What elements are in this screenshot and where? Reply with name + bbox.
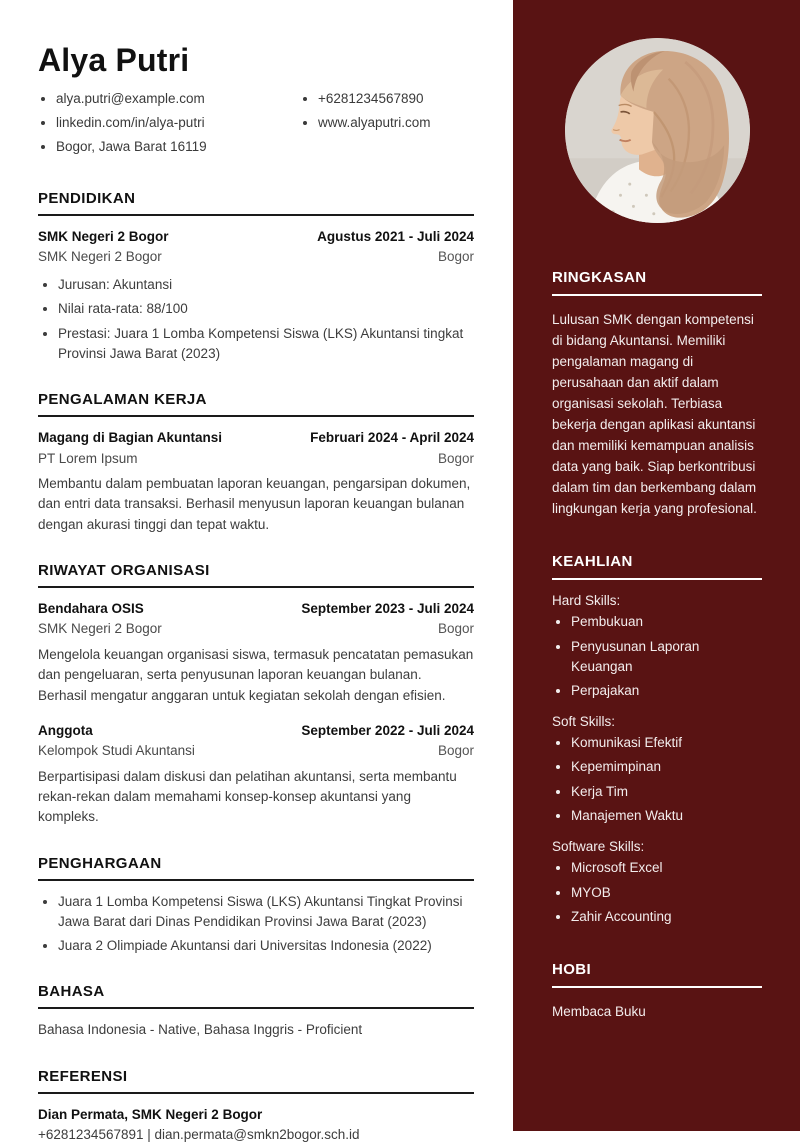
award-item: • Juara 1 Lomba Kompetensi Siswa (LKS) Akuntansi Tingkat Provinsi Jawa Barat dari Dinas Pendidikan Provinsi Jawa Barat (2023) — [58, 892, 474, 933]
entry-location: Bogor — [437, 743, 474, 759]
keahlian-title: KEAHLIAN — [552, 553, 762, 580]
entry-subtitle: SMK Negeri 2 Bogor — [38, 249, 162, 265]
organisasi-title: RIWAYAT ORGANISASI — [38, 562, 474, 588]
bullet-item: • Nilai rata-rata: 88/100 — [58, 299, 474, 319]
entry-date: September 2023 - Juli 2024 — [301, 600, 474, 616]
referensi-title: REFERENSI — [38, 1068, 474, 1094]
software-skills-label: Software Skills: — [552, 838, 645, 854]
entry-title: Anggota — [38, 722, 93, 738]
section-referensi — [38, 1068, 474, 1145]
sidebar-section-ringkasan — [552, 269, 762, 519]
entry-location: Bogor — [437, 621, 474, 637]
entry-date: September 2022 - Juli 2024 — [301, 722, 474, 738]
reference-contact: +6281234567891 | dian.permata@smkn2bogor.sch.id — [38, 1126, 360, 1142]
entry-location: Bogor — [437, 249, 474, 265]
organization-entry — [38, 599, 474, 706]
entry-description: Mengelola keuangan organisasi siswa, termasuk pencatatan pemasukan dan pengeluaran, serta penyusunan laporan keuangan bulanan. Berhasil mengatur anggaran untuk kegiatan sekolah dengan efisien. — [38, 647, 474, 703]
hard-skills-label: Hard Skills: — [552, 593, 621, 609]
work-entry — [38, 428, 474, 535]
sidebar — [513, 0, 800, 1131]
entry-date: Februari 2024 - April 2024 — [310, 430, 474, 446]
section-penghargaan — [38, 855, 474, 957]
profile-photo-illustration — [565, 38, 750, 223]
education-bullets — [38, 275, 474, 364]
entry-title: Magang di Bagian Akuntansi — [38, 430, 223, 446]
contact-info — [38, 89, 474, 161]
section-pendidikan — [38, 190, 474, 364]
page-title-name: Alya Putri — [38, 42, 190, 78]
skill-item: • Pembukuan — [571, 612, 762, 632]
hobi-text: Membaca Buku — [552, 1003, 646, 1019]
entry-description: Berpartisipasi dalam diskusi dan pelatihan akuntansi, serta membantu rekan-rekan dalam memahami konsep-konsep akuntansi yang kompleks. — [38, 768, 457, 825]
organization-entry — [38, 721, 474, 828]
awards-list — [38, 892, 474, 957]
entry-title: Bendahara OSIS — [38, 600, 144, 616]
entry-subtitle: SMK Negeri 2 Bogor — [38, 621, 162, 637]
bullet-item: • Prestasi: Juara 1 Lomba Kompetensi Siswa (LKS) Akuntansi tingkat Provinsi Jawa Barat (2023) — [58, 324, 474, 365]
bahasa-title: BAHASA — [38, 983, 474, 1009]
contact-phone: • +6281234567890 — [318, 89, 431, 109]
contact-column-2 — [300, 89, 431, 161]
skill-item: • Perpajakan — [571, 681, 762, 701]
hobi-title: HOBI — [552, 961, 762, 988]
entry-date: Agustus 2021 - Juli 2024 — [317, 228, 474, 244]
skill-item: • Zahir Accounting — [571, 907, 762, 927]
entry-subtitle: Kelompok Studi Akuntansi — [38, 743, 195, 759]
contact-address: • Bogor, Jawa Barat 16119 — [56, 137, 300, 157]
contact-website: • www.alyaputri.com — [318, 113, 431, 133]
skill-item: • Manajemen Waktu — [571, 806, 762, 826]
entry-location: Bogor — [437, 450, 474, 466]
entry-title: SMK Negeri 2 Bogor — [38, 228, 169, 244]
ringkasan-title: RINGKASAN — [552, 269, 762, 296]
contact-linkedin: • linkedin.com/in/alya-putri — [56, 113, 300, 133]
bullet-item: • Jurusan: Akuntansi — [58, 275, 474, 295]
award-item: • Juara 2 Olimpiade Akuntansi dari Universitas Indonesia (2022) — [58, 936, 474, 956]
languages-text: Bahasa Indonesia - Native, Bahasa Inggris - Proficient — [38, 1022, 363, 1038]
section-bahasa — [38, 983, 474, 1040]
hard-skills-list — [552, 612, 762, 700]
education-entry — [38, 227, 474, 364]
section-riwayat-organisasi — [38, 562, 474, 828]
penghargaan-title: PENGHARGAAN — [38, 855, 474, 881]
soft-skills-list — [552, 733, 762, 826]
sidebar-section-keahlian — [552, 553, 762, 926]
software-skills-list — [552, 858, 762, 927]
ringkasan-text: Lulusan SMK dengan kompetensi di bidang Akuntansi. Memiliki pengalaman magang di perusahaan dan aktif dalam organisasi sekolah. Terbiasa bekerja dengan aplikasi akuntansi dan memiliki kemampuan analisis data yang baik. Siap berkontribusi dalam tim dan berkembang dalam lingkungan kerja yang profesional. — [552, 312, 757, 517]
sidebar-section-hobi — [552, 961, 762, 1022]
soft-skills-label: Soft Skills: — [552, 713, 616, 729]
section-pengalaman-kerja — [38, 391, 474, 535]
skill-item: • Kerja Tim — [571, 782, 762, 802]
skill-item: • Penyusunan Laporan Keuangan — [571, 637, 762, 676]
skill-item: • Komunikasi Efektif — [571, 733, 762, 753]
pendidikan-title: PENDIDIKAN — [38, 190, 474, 216]
skill-item: • Microsoft Excel — [571, 858, 762, 878]
skill-item: • MYOB — [571, 883, 762, 903]
pengalaman-title: PENGALAMAN KERJA — [38, 391, 474, 417]
entry-description: Membantu dalam pembuatan laporan keuangan, pengarsipan dokumen, dan entri data transaksi. Berhasil menyusun laporan keuangan bulanan dengan akurasi tinggi dan tepat waktu. — [38, 476, 471, 532]
skill-item: • Kepemimpinan — [571, 757, 762, 777]
entry-subtitle: PT Lorem Ipsum — [38, 450, 138, 466]
contact-column-1 — [38, 89, 300, 161]
contact-email: • alya.putri@example.com — [56, 89, 300, 109]
main-column — [38, 42, 474, 1145]
profile-photo — [565, 38, 750, 223]
reference-name: Dian Permata, SMK Negeri 2 Bogor — [38, 1106, 263, 1122]
